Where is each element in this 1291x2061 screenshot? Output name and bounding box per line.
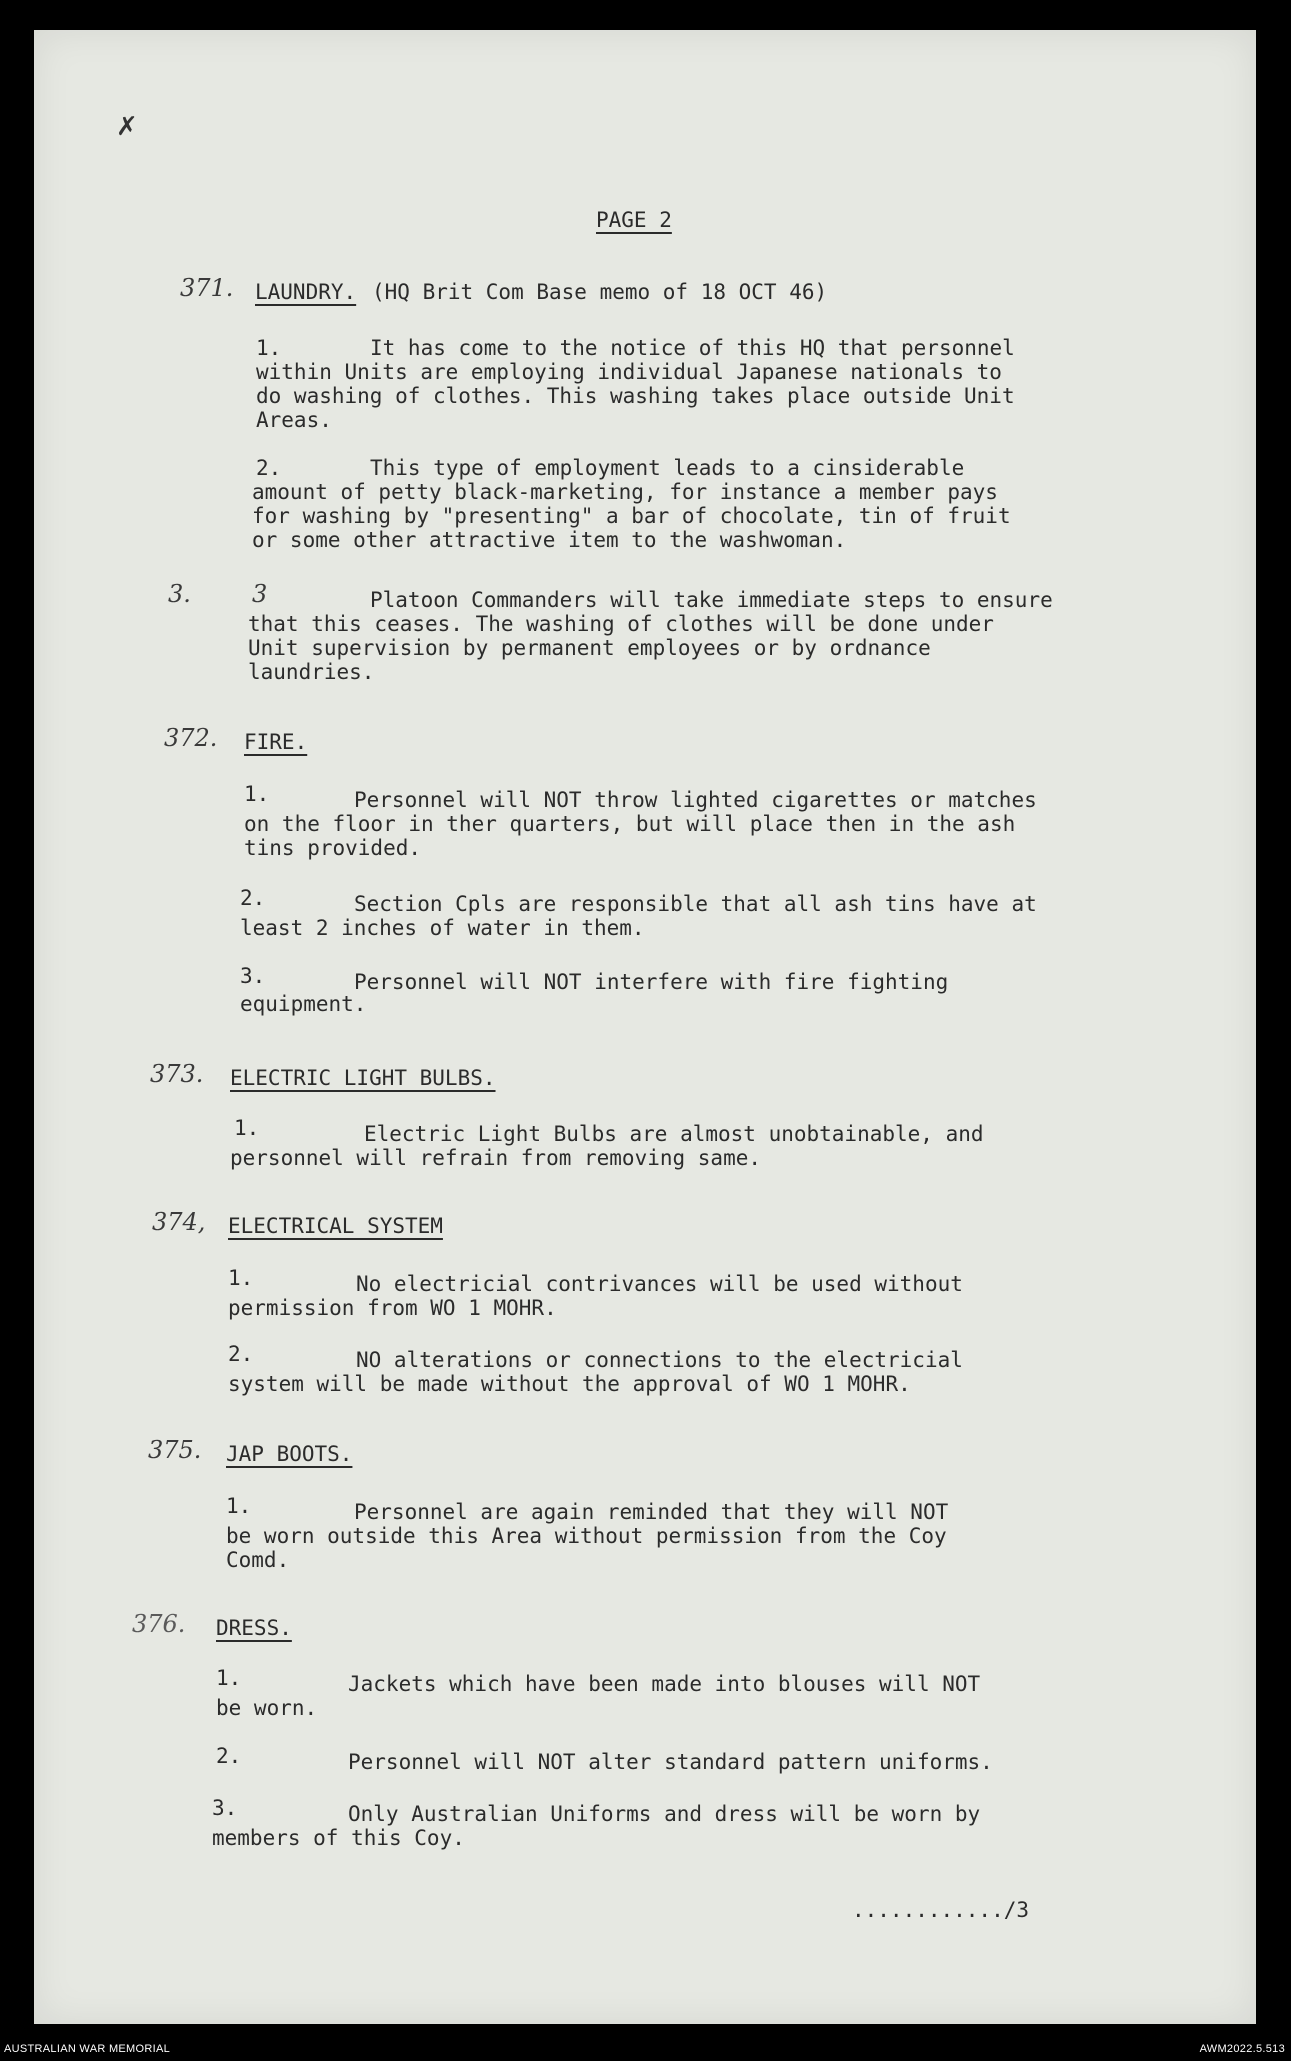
section-371-para-3-line-3: Unit supervision by permanent employees or by ordnance bbox=[248, 636, 931, 660]
section-371-para-1-line-3: do washing of clothes. This washing takes place outside Unit bbox=[256, 384, 1015, 408]
section-371-para-1-line-4: Areas. bbox=[256, 408, 332, 432]
section-374-para-1-number: 1. bbox=[228, 1266, 254, 1290]
section-376-para-3-line-1: Only Australian Uniforms and dress will be worn by bbox=[348, 1802, 981, 1826]
section-375-para-1-number: 1. bbox=[226, 1494, 252, 1518]
section-371-para-2-number: 2. bbox=[256, 456, 282, 480]
section-371-para-1-number: 1. bbox=[256, 336, 282, 360]
section-373-title: ELECTRIC LIGHT BULBS. bbox=[230, 1066, 496, 1090]
section-371-para-1-line-1: It has come to the notice of this HQ that personnel bbox=[370, 336, 1015, 360]
section-372-para-1-line-1: Personnel will NOT throw lighted cigarettes or matches bbox=[354, 788, 1037, 812]
section-371-para-3-line-4: laundries. bbox=[248, 660, 375, 684]
section-376-para-1-line-1: Jackets which have been made into blouses will NOT bbox=[348, 1672, 981, 1696]
section-371-title: LAUNDRY. bbox=[255, 280, 357, 304]
section-375-title: JAP BOOTS. bbox=[226, 1442, 353, 1466]
section-376-title: DRESS. bbox=[216, 1616, 292, 1640]
section-371-para-2-line-4: or some other attractive item to the washwoman. bbox=[252, 528, 847, 552]
section-373-para-1-line-1: Electric Light Bulbs are almost unobtainable, and bbox=[364, 1122, 984, 1146]
section-372-para-1-number: 1. bbox=[244, 782, 270, 806]
section-371-para-2-line-1: This type of employment leads to a cinsiderable bbox=[370, 456, 965, 480]
section-376-para-2-number: 2. bbox=[216, 1744, 242, 1768]
section-376-para-3-number: 3. bbox=[212, 1796, 238, 1820]
page-heading: PAGE 2 bbox=[596, 208, 672, 232]
section-374-para-1-line-2: permission from WO 1 MOHR. bbox=[228, 1296, 557, 1320]
section-373-number: 373. bbox=[150, 1060, 204, 1088]
section-371-para-1-line-2: within Units are employing individual Japanese nationals to bbox=[256, 360, 1002, 384]
section-371-para-3-line-2: that this ceases. The washing of clothes will be done under bbox=[248, 612, 994, 636]
continuation-marker: ............/3 bbox=[852, 1898, 1030, 1922]
section-372-para-2-number: 2. bbox=[240, 886, 266, 910]
section-373-para-1-line-2: personnel will refrain from removing same. bbox=[230, 1146, 762, 1170]
section-372-number: 372. bbox=[164, 724, 218, 752]
section-372-para-2-line-2: least 2 inches of water in them. bbox=[240, 916, 645, 940]
section-371-para-3-line-1: Platoon Commanders will take immediate steps to ensure bbox=[370, 588, 1053, 612]
section-371-reference: (HQ Brit Com Base memo of 18 OCT 46) bbox=[372, 280, 828, 304]
section-375-para-1-line-1: Personnel are again reminded that they will NOT bbox=[354, 1500, 949, 1524]
section-373-para-1-number: 1. bbox=[234, 1116, 260, 1140]
section-372-para-1-line-3: tins provided. bbox=[244, 836, 422, 860]
section-376-para-3-line-2: members of this Coy. bbox=[212, 1826, 465, 1850]
document-page bbox=[34, 30, 1256, 2024]
section-375-number: 375. bbox=[148, 1436, 202, 1464]
section-371-number: 371. bbox=[180, 274, 234, 302]
section-374-para-2-line-1: NO alterations or connections to the electricial bbox=[356, 1348, 963, 1372]
section-375-para-1-line-2: be worn outside this Area without permission from the Coy bbox=[226, 1524, 947, 1548]
section-374-para-2-line-2: system will be made without the approval of WO 1 MOHR. bbox=[228, 1372, 911, 1396]
section-372-title: FIRE. bbox=[244, 730, 308, 754]
section-372-para-1-line-2: on the floor in ther quarters, but will place then in the ash bbox=[244, 812, 1016, 836]
section-376-para-2-line-1: Personnel will NOT alter standard pattern uniforms. bbox=[348, 1750, 993, 1774]
section-374-number: 374, bbox=[152, 1208, 206, 1236]
section-376-para-1-line-2: be worn. bbox=[216, 1696, 318, 1720]
section-374-title: ELECTRICAL SYSTEM bbox=[228, 1214, 443, 1238]
section-371-para-3-number: 3 bbox=[252, 580, 268, 608]
ink-mark: ✗ bbox=[116, 112, 138, 142]
section-371-para-2-line-2: amount of petty black-marketing, for instance a member pays bbox=[252, 480, 998, 504]
section-374-para-2-number: 2. bbox=[228, 1342, 254, 1366]
section-374-para-1-line-1: No electricial contrivances will be used without bbox=[356, 1272, 963, 1296]
footer-accession-number: AWM2022.5.513 bbox=[1199, 2043, 1285, 2055]
section-375-para-1-line-3: Comd. bbox=[226, 1548, 290, 1572]
section-372-para-3-number: 3. bbox=[240, 964, 266, 988]
section-371-para-2-line-3: for washing by "presenting" a bar of chocolate, tin of fruit bbox=[252, 504, 1011, 528]
section-372-para-3-line-2: equipment. bbox=[240, 992, 367, 1016]
footer-credit: AUSTRALIAN WAR MEMORIAL bbox=[4, 2043, 171, 2055]
section-376-para-1-number: 1. bbox=[216, 1666, 242, 1690]
section-372-para-3-line-1: Personnel will NOT interfere with fire fighting bbox=[354, 970, 949, 994]
section-376-number: 376. bbox=[132, 1610, 186, 1638]
section-372-para-2-line-1: Section Cpls are responsible that all ash tins have at bbox=[354, 892, 1037, 916]
section-371-para-3-margin-number: 3. bbox=[168, 580, 191, 608]
